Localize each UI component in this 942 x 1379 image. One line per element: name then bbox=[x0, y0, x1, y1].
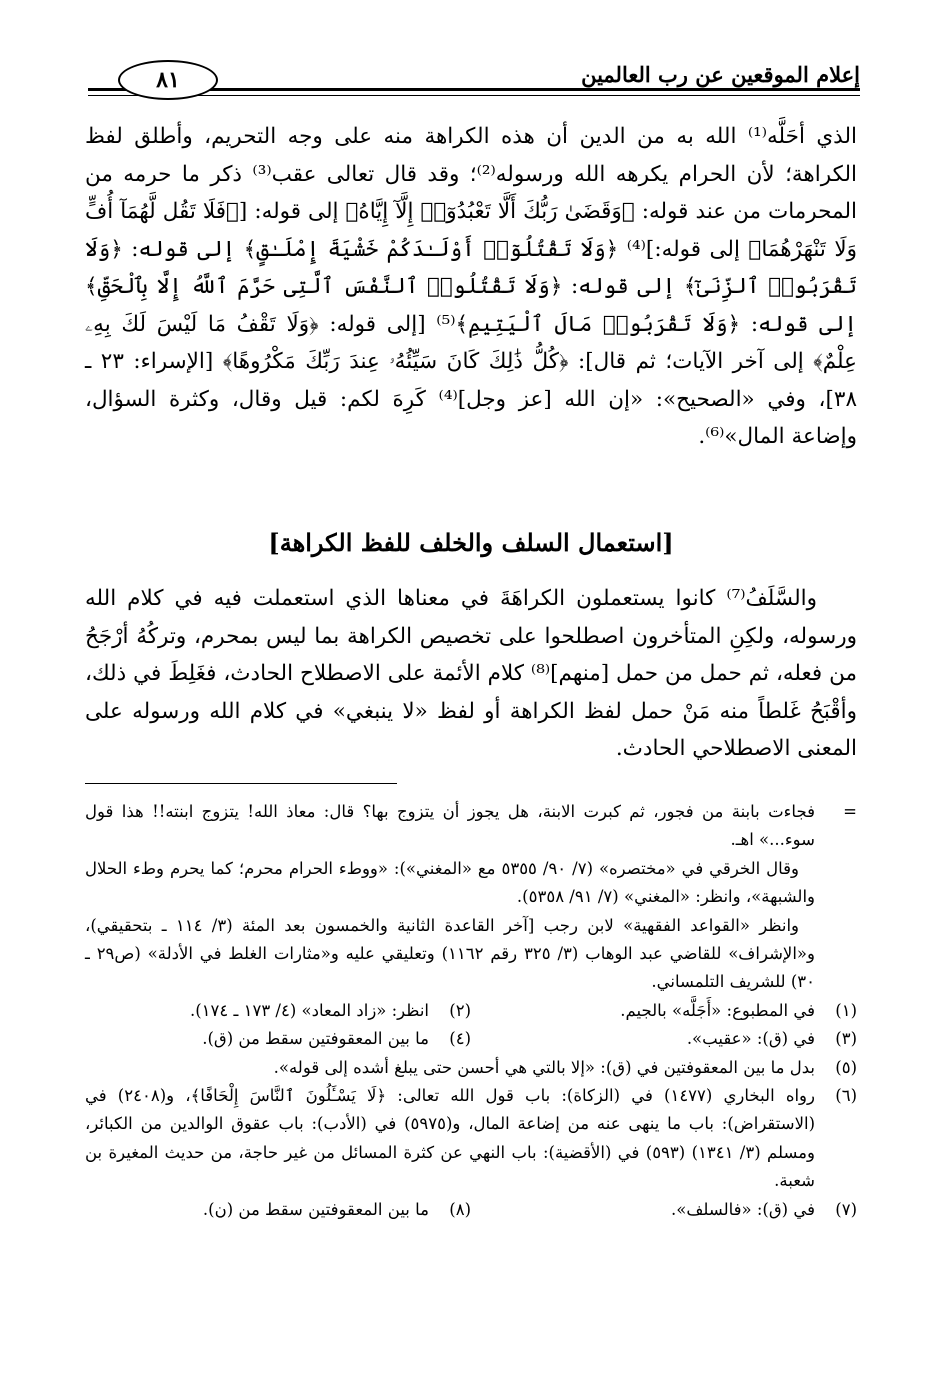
footnote-text: بدل ما بين المعقوفتين في (ق): «إلا بالتي هي أحسن حتى يبلغ أشده إلى قوله». bbox=[273, 1057, 815, 1077]
footnote-3 bbox=[471, 1025, 857, 1053]
footnote-mark: (٥) bbox=[835, 1057, 857, 1077]
header-rule-thin bbox=[88, 95, 860, 96]
footnote-mark: (٤) bbox=[449, 1029, 471, 1049]
footnote-continued bbox=[85, 798, 857, 855]
main-text bbox=[85, 118, 857, 456]
footnote-2 bbox=[85, 997, 471, 1025]
footnote-text: انظر: «زاد المعاد» (٤/ ١٧٣ ـ ١٧٤). bbox=[189, 1000, 429, 1020]
footnote-mark: (٣) bbox=[835, 1029, 857, 1049]
footnote-paragraph: وقال الخرقي في «مختصره» (٧/ ٩٠/ ٥٣٥٥ مع «المغني»): «ووطء الحرام محرم؛ كما يحرم وطء الحلال والشبهة»، وانظر: «المغني» (٧/ ٩١/ ٥٣٥٨). bbox=[85, 858, 815, 907]
footnote-text: في (ق): «فالسلف». bbox=[670, 1199, 815, 1219]
footnote-mark: (٢) bbox=[449, 1000, 471, 1020]
footnote-paragraph: وانظر «القواعد الفقهية» لابن رجب [آخر القاعدة الثانية والخمسون بعد المئة (٣/ ١١٤ ـ بتحقيقي)، و«الإشراف» للقاضي عبد الوهاب (٣/ ٣٢٥ رقم ١١٦٢) وتعليقي عليه و«مثارات الغلط في الأدلة» (ص٢٩ ـ ٣٠) للشريف التلمساني. bbox=[85, 915, 815, 992]
footnote-text: في (ق): «عقيب». bbox=[686, 1029, 815, 1049]
footnote-mark: (١) bbox=[835, 1000, 857, 1020]
footnote-mark: (٦) bbox=[835, 1086, 857, 1106]
footnote-4 bbox=[85, 1025, 471, 1053]
footnote-8 bbox=[85, 1196, 471, 1224]
footnotes bbox=[85, 798, 857, 1224]
footnote-row bbox=[85, 1025, 857, 1053]
footnote-row bbox=[85, 1196, 857, 1224]
footnote-7 bbox=[471, 1196, 857, 1224]
footnote-mark: (٨) bbox=[449, 1199, 471, 1219]
page-number: ٨١ bbox=[118, 60, 218, 100]
section-paragraph: والسَّلَفُ⁽⁷⁾ كانوا يستعملون الكراهَةَ في معناها الذي استعملت فيه في كلام الله ورسوله، ولكِنِ المتأخرون اصطلحوا على تخصيص الكراهة بما ليس بمحرم، وتركُهُ أرْجَحُ من فعله، ثم حمل من حمل [منهم]⁽⁸⁾ كلام الأئمة على الاصطلاح الحادث، فغَلِطَ في ذلك، وأقْبَحُ غَلطاً منه مَنْ حمل لفظ الكراهة أو لفظ «لا ينبغي» في كلام الله ورسوله على المعنى الاصطلاحي الحادث. bbox=[85, 586, 857, 761]
footnote-text: ما بين المعقوفتين سقط من (ق). bbox=[202, 1029, 429, 1049]
footnote-1 bbox=[471, 997, 857, 1025]
page-header bbox=[88, 52, 860, 108]
body-paragraph: الذي أحَلَّه⁽¹⁾ الله به من الدين أن هذه الكراهة منه على وجه التحريم، وأطلق لفظ الكراهة؛ لأن الحرام يكرهه الله ورسوله⁽²⁾؛ وقد قال تعالى عقب⁽³⁾ ذكر ما حرمه من المحرمات من عند قوله: ﴿وَقَضَىٰ رَبُّكَ أَلَّا تَعْبُدُوٓا۟ إِلَّآ إِيَّاهُ﴾ إلى قوله: [﴿فَلَا تَقُل لَّهُمَآ أُفٍّ وَلَا تَنْهَرْهُمَا﴾ إلى قوله:]⁽⁴⁾ ﴿وَلَا تَقْتُلُوٓا۟ أَوْلَـٰدَكُمْ خَشْيَةَ إِمْلَـٰقٍ﴾ إلى قوله: ﴿وَلَا تَقْرَبُوا۟ ٱلزِّنَىٰٓ﴾ إلى قوله: ﴿وَلَا تَقْتُلُوا۟ ٱلنَّفْسَ ٱلَّتِى حَرَّمَ ٱللَّهُ إِلَّا بِٱلْحَقِّ﴾ إلى قوله: ﴿وَلَا تَقْرَبُوا۟ مَالَ ٱلْيَتِيمِ﴾⁽⁵⁾ [إلى قوله: ﴿وَلَا تَقْفُ مَا لَيْسَ لَكَ بِهِۦ عِلْمٌ﴾ إلى آخر الآيات؛ ثم قال]: ﴿كُلُّ ذَٰلِكَ كَانَ سَيِّئُهُۥ عِندَ رَبِّكَ مَكْرُوهًا﴾ [الإسراء: ٢٣ ـ ٣٨]، وفي «الصحيح»: «إن الله [عز وجل]⁽⁴⁾ كَرِهَ لكم: قيل وقال، وكثرة السؤال، وإضاعة المال»⁽⁶⁾. bbox=[85, 124, 858, 449]
footnote-5 bbox=[85, 1054, 857, 1082]
footnote-separator bbox=[85, 783, 397, 784]
footnote-text: رواه البخاري (١٤٧٧) في (الزكاة): باب قول الله تعالى: ﴿لَا يَسْـَٔلُونَ ٱلنَّاسَ إِلْحَافًا﴾، و(٢٤٠٨) في (الاستقراض): باب ما ينهى عنه من إضاعة المال، و(٥٩٧٥) في (الأدب): باب عقوق الوالدين من الكبائر، ومسلم (٣/ ١٣٤١) (٥٩٣) في (الأقضية): باب النهي عن كثرة المسائل من غير حاجة، من حديث المغيرة بن شعبة. bbox=[85, 1086, 816, 1191]
footnote-6 bbox=[85, 1082, 857, 1196]
running-title: إعلام الموقعين عن رب العالمين bbox=[581, 62, 860, 87]
footnote-text: ما بين المعقوفتين سقط من (ن). bbox=[202, 1199, 429, 1219]
section-text bbox=[85, 580, 857, 768]
footnote-text: فجاءت بابنة من فجور، ثم كبرت الابنة، هل يجوز أن يتزوج بها؟ قال: معاذ الله! يتزوج ابنته!! هذا قول سوء...» اهـ. bbox=[85, 802, 815, 850]
section-heading: [استعمال السلف والخلف للفظ الكراهة] bbox=[268, 528, 674, 557]
footnote-continuation-mark: = bbox=[843, 802, 857, 821]
footnote-row bbox=[85, 997, 857, 1025]
footnote-text: في المطبوع: «أَجَلَّه» بالجيم. bbox=[620, 1000, 815, 1020]
footnote-mark: (٧) bbox=[835, 1199, 857, 1219]
